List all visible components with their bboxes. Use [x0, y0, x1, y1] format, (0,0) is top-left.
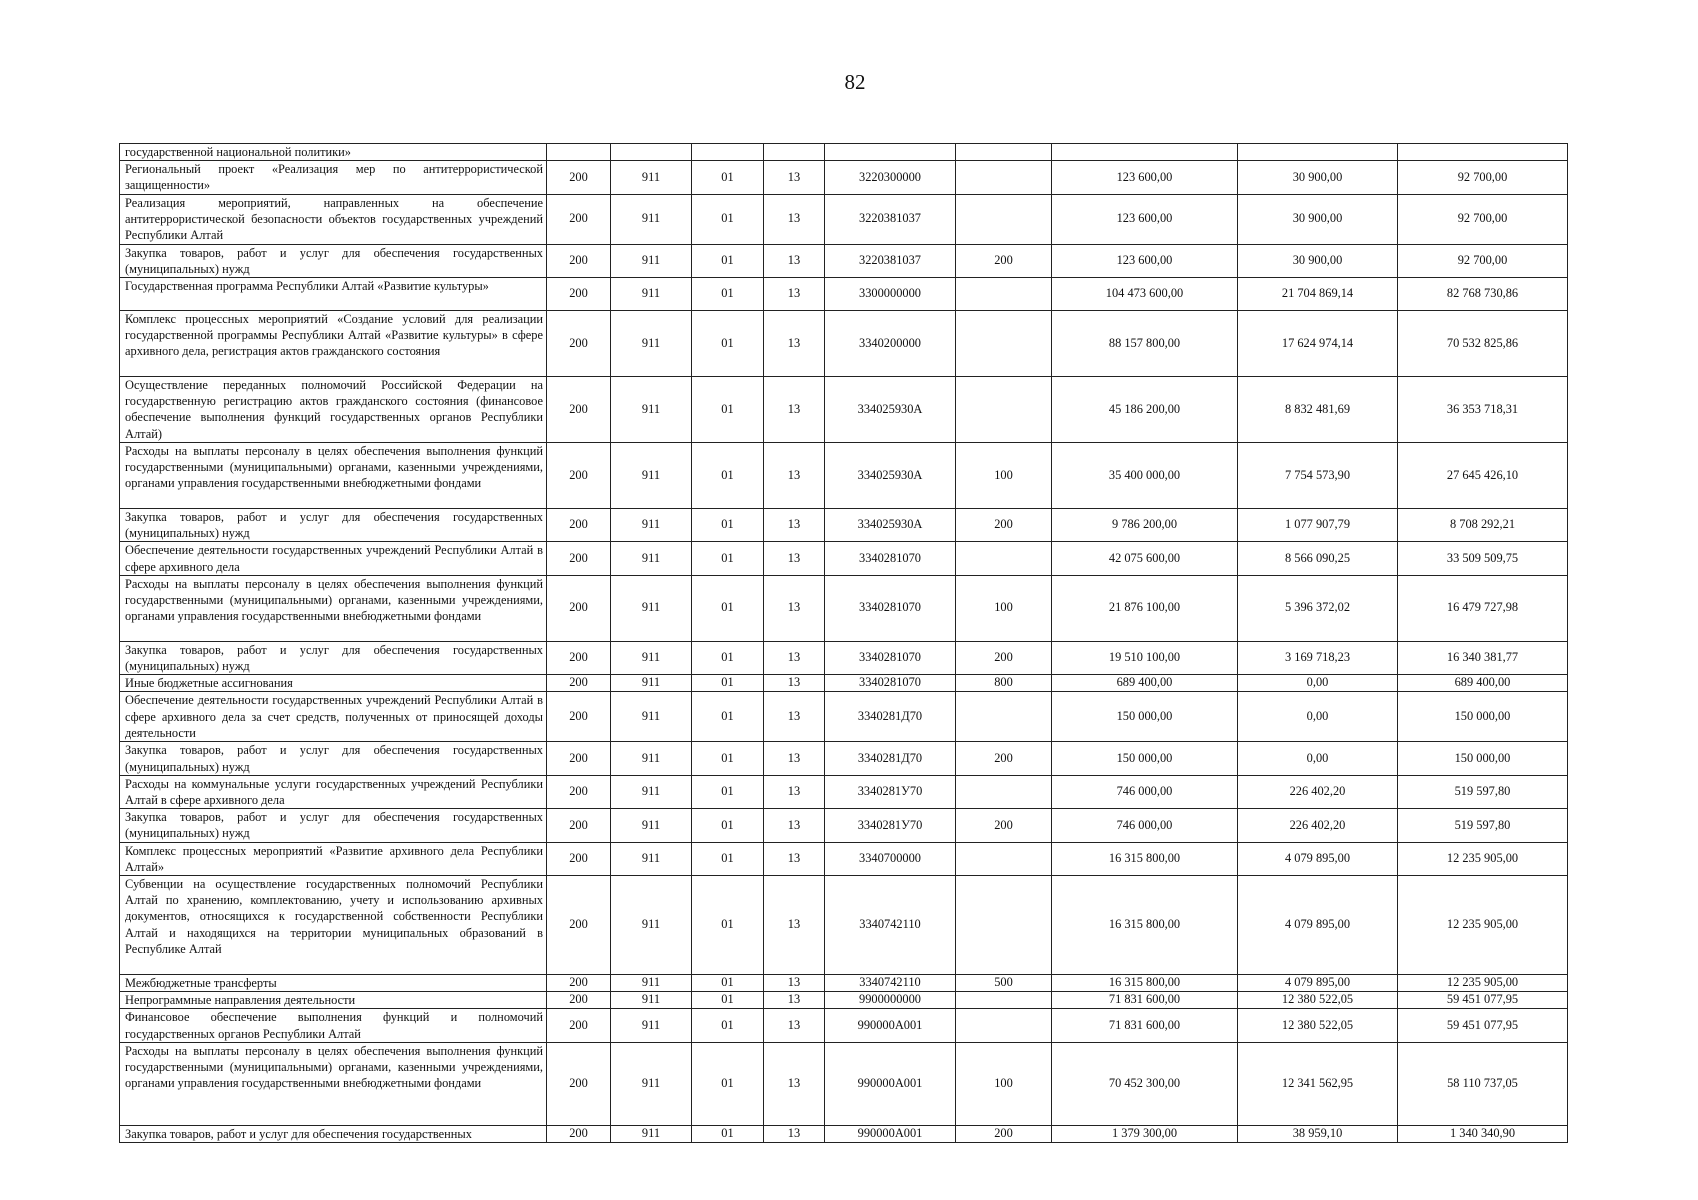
- row-subsection: 13: [764, 542, 825, 575]
- row-value-plan: 35 400 000,00: [1052, 443, 1238, 509]
- row-value-remaining: 1 340 340,90: [1398, 1125, 1568, 1142]
- row-code-2: 911: [611, 509, 692, 542]
- row-section: 01: [692, 278, 764, 311]
- row-name: Осуществление переданных полномочий Российской Федерации на государственную регистрацию актов гражданского состояния (финансовое обеспечение выполнения функций государственных органов Республики Алтай): [120, 377, 547, 443]
- row-expense-type: [956, 876, 1052, 975]
- row-name: Комплекс процессных мероприятий «Развитие архивного дела Республики Алтай»: [120, 842, 547, 875]
- row-section: 01: [692, 1125, 764, 1142]
- table-row: [120, 161, 1568, 194]
- row-code-1: 200: [547, 975, 611, 992]
- row-expense-type: [956, 377, 1052, 443]
- row-section: 01: [692, 692, 764, 742]
- table-row: [120, 194, 1568, 244]
- row-name: Закупка товаров, работ и услуг для обеспечения государственных (муниципальных) нужд: [120, 244, 547, 277]
- row-subsection: 13: [764, 377, 825, 443]
- row-value-plan: 746 000,00: [1052, 809, 1238, 842]
- row-subsection: 13: [764, 278, 825, 311]
- row-code-1: 200: [547, 992, 611, 1009]
- row-value-plan: 9 786 200,00: [1052, 509, 1238, 542]
- row-expense-type: 100: [956, 443, 1052, 509]
- row-value-remaining: 58 110 737,05: [1398, 1042, 1568, 1125]
- row-target-article: 3340742110: [825, 876, 956, 975]
- row-target-article: 3340281070: [825, 675, 956, 692]
- row-value-plan: 71 831 600,00: [1052, 992, 1238, 1009]
- row-code-1: 200: [547, 1042, 611, 1125]
- table-row: [120, 992, 1568, 1009]
- row-code-1: 200: [547, 842, 611, 875]
- row-code-1: 200: [547, 244, 611, 277]
- row-target-article: 3340281070: [825, 542, 956, 575]
- row-name: Региональный проект «Реализация мер по антитеррористической защищенности»: [120, 161, 547, 194]
- table-row: [120, 675, 1568, 692]
- row-expense-type: [956, 692, 1052, 742]
- row-target-article: 990000А001: [825, 1042, 956, 1125]
- row-value-executed: 12 341 562,95: [1238, 1042, 1398, 1125]
- row-code-2: 911: [611, 194, 692, 244]
- row-subsection: 13: [764, 809, 825, 842]
- row-subsection: 13: [764, 244, 825, 277]
- row-code-2: 911: [611, 1125, 692, 1142]
- row-expense-type: 200: [956, 509, 1052, 542]
- row-code-1: 200: [547, 641, 611, 674]
- row-code-2: 911: [611, 775, 692, 808]
- row-value-plan: [1052, 144, 1238, 161]
- row-subsection: 13: [764, 161, 825, 194]
- row-value-remaining: 16 340 381,77: [1398, 641, 1568, 674]
- table-row: [120, 876, 1568, 975]
- row-section: 01: [692, 842, 764, 875]
- row-section: 01: [692, 975, 764, 992]
- row-section: [692, 144, 764, 161]
- row-section: 01: [692, 244, 764, 277]
- row-value-remaining: 59 451 077,95: [1398, 1009, 1568, 1042]
- row-value-remaining: 36 353 718,31: [1398, 377, 1568, 443]
- row-value-plan: 689 400,00: [1052, 675, 1238, 692]
- row-subsection: 13: [764, 675, 825, 692]
- row-value-executed: 0,00: [1238, 692, 1398, 742]
- row-expense-type: 100: [956, 1042, 1052, 1125]
- budget-table: [119, 143, 1568, 1143]
- row-section: 01: [692, 443, 764, 509]
- row-target-article: 3340281070: [825, 641, 956, 674]
- row-subsection: 13: [764, 975, 825, 992]
- row-value-remaining: 519 597,80: [1398, 775, 1568, 808]
- table-row: [120, 377, 1568, 443]
- row-value-plan: 16 315 800,00: [1052, 975, 1238, 992]
- row-code-2: 911: [611, 842, 692, 875]
- table-row: [120, 311, 1568, 377]
- row-subsection: 13: [764, 311, 825, 377]
- row-section: 01: [692, 992, 764, 1009]
- row-value-executed: 4 079 895,00: [1238, 842, 1398, 875]
- row-target-article: 3220381037: [825, 244, 956, 277]
- row-expense-type: 500: [956, 975, 1052, 992]
- row-expense-type: 200: [956, 1125, 1052, 1142]
- row-subsection: 13: [764, 1125, 825, 1142]
- row-section: 01: [692, 161, 764, 194]
- row-target-article: 334025930А: [825, 377, 956, 443]
- row-subsection: 13: [764, 443, 825, 509]
- row-value-executed: 226 402,20: [1238, 775, 1398, 808]
- row-target-article: 3340700000: [825, 842, 956, 875]
- table-row: [120, 1125, 1568, 1142]
- row-value-plan: 1 379 300,00: [1052, 1125, 1238, 1142]
- row-expense-type: [956, 542, 1052, 575]
- row-value-plan: 16 315 800,00: [1052, 842, 1238, 875]
- row-value-remaining: [1398, 144, 1568, 161]
- table-row: [120, 542, 1568, 575]
- row-subsection: 13: [764, 509, 825, 542]
- row-code-2: 911: [611, 742, 692, 775]
- row-name: Закупка товаров, работ и услуг для обеспечения государственных (муниципальных) нужд: [120, 509, 547, 542]
- row-code-1: 200: [547, 575, 611, 641]
- row-target-article: 3340200000: [825, 311, 956, 377]
- row-name: Государственная программа Республики Алтай «Развитие культуры»: [120, 278, 547, 311]
- row-code-1: 200: [547, 278, 611, 311]
- row-value-executed: 17 624 974,14: [1238, 311, 1398, 377]
- row-target-article: 9900000000: [825, 992, 956, 1009]
- table-row: [120, 244, 1568, 277]
- row-name: Расходы на выплаты персоналу в целях обеспечения выполнения функций государственными (муниципальными) органами, казенными учреждениями, органами управления государственными внебюджетными фондами: [120, 1042, 547, 1125]
- row-subsection: 13: [764, 775, 825, 808]
- row-code-2: 911: [611, 675, 692, 692]
- row-value-remaining: 70 532 825,86: [1398, 311, 1568, 377]
- row-target-article: 3300000000: [825, 278, 956, 311]
- row-name: Расходы на выплаты персоналу в целях обеспечения выполнения функций государственными (муниципальными) органами, казенными учреждениями, органами управления государственными внебюджетными фондами: [120, 575, 547, 641]
- row-subsection: 13: [764, 1009, 825, 1042]
- table-row: [120, 575, 1568, 641]
- row-code-2: 911: [611, 809, 692, 842]
- row-name: Расходы на коммунальные услуги государственных учреждений Республики Алтай в сфере архивного дела: [120, 775, 547, 808]
- row-code-2: 911: [611, 244, 692, 277]
- row-name: Реализация мероприятий, направленных на обеспечение антитеррористической безопасности объектов государственных учреждений Республики Алтай: [120, 194, 547, 244]
- table-row: [120, 692, 1568, 742]
- row-value-plan: 21 876 100,00: [1052, 575, 1238, 641]
- row-expense-type: 200: [956, 641, 1052, 674]
- row-value-executed: 38 959,10: [1238, 1125, 1398, 1142]
- row-value-plan: 123 600,00: [1052, 244, 1238, 277]
- row-code-1: 200: [547, 542, 611, 575]
- row-value-remaining: 82 768 730,86: [1398, 278, 1568, 311]
- row-value-remaining: 519 597,80: [1398, 809, 1568, 842]
- row-target-article: 3340281У70: [825, 809, 956, 842]
- row-section: 01: [692, 542, 764, 575]
- row-section: 01: [692, 509, 764, 542]
- row-value-plan: 70 452 300,00: [1052, 1042, 1238, 1125]
- row-name: Иные бюджетные ассигнования: [120, 675, 547, 692]
- row-value-plan: 150 000,00: [1052, 692, 1238, 742]
- page-number: 82: [844, 70, 866, 94]
- row-code-2: 911: [611, 377, 692, 443]
- row-section: 01: [692, 1042, 764, 1125]
- row-code-1: 200: [547, 876, 611, 975]
- row-name: Закупка товаров, работ и услуг для обеспечения государственных (муниципальных) нужд: [120, 641, 547, 674]
- table-row: [120, 278, 1568, 311]
- row-section: 01: [692, 311, 764, 377]
- row-target-article: 990000А001: [825, 1009, 956, 1042]
- row-value-plan: 123 600,00: [1052, 194, 1238, 244]
- row-code-2: 911: [611, 311, 692, 377]
- row-value-remaining: 689 400,00: [1398, 675, 1568, 692]
- row-value-remaining: 150 000,00: [1398, 692, 1568, 742]
- row-code-2: 911: [611, 542, 692, 575]
- row-code-2: 911: [611, 975, 692, 992]
- row-code-1: 200: [547, 692, 611, 742]
- row-code-2: 911: [611, 692, 692, 742]
- row-name: Закупка товаров, работ и услуг для обеспечения государственных (муниципальных) нужд: [120, 809, 547, 842]
- row-value-executed: 30 900,00: [1238, 194, 1398, 244]
- table-row: [120, 144, 1568, 161]
- row-value-remaining: 8 708 292,21: [1398, 509, 1568, 542]
- row-expense-type: [956, 775, 1052, 808]
- row-target-article: 3220381037: [825, 194, 956, 244]
- row-value-remaining: 92 700,00: [1398, 194, 1568, 244]
- row-value-executed: 4 079 895,00: [1238, 975, 1398, 992]
- row-name: Непрограммные направления деятельности: [120, 992, 547, 1009]
- row-code-1: 200: [547, 775, 611, 808]
- row-code-1: 200: [547, 377, 611, 443]
- table-row: [120, 975, 1568, 992]
- row-value-remaining: 92 700,00: [1398, 161, 1568, 194]
- row-expense-type: [956, 311, 1052, 377]
- table-row: [120, 509, 1568, 542]
- row-name: Субвенции на осуществление государственных полномочий Республики Алтай по хранению, комплектованию, учету и использованию архивных документов, относящихся к государственной собственности Республики Алтай и находящихся на территории муниципальных образований в Республике Алтай: [120, 876, 547, 975]
- row-expense-type: [956, 144, 1052, 161]
- row-value-executed: 30 900,00: [1238, 161, 1398, 194]
- row-value-executed: 226 402,20: [1238, 809, 1398, 842]
- row-code-1: 200: [547, 1125, 611, 1142]
- row-expense-type: [956, 992, 1052, 1009]
- row-section: 01: [692, 641, 764, 674]
- row-subsection: 13: [764, 641, 825, 674]
- row-code-2: 911: [611, 992, 692, 1009]
- row-value-executed: 12 380 522,05: [1238, 1009, 1398, 1042]
- row-name: Обеспечение деятельности государственных учреждений Республики Алтай в сфере архивного дела за счет средств, полученных от приносящей доходы деятельности: [120, 692, 547, 742]
- row-section: 01: [692, 775, 764, 808]
- row-target-article: 3340281Д70: [825, 742, 956, 775]
- row-value-plan: 45 186 200,00: [1052, 377, 1238, 443]
- row-code-1: 200: [547, 311, 611, 377]
- row-expense-type: 200: [956, 742, 1052, 775]
- row-subsection: 13: [764, 1042, 825, 1125]
- row-code-1: 200: [547, 194, 611, 244]
- row-subsection: [764, 144, 825, 161]
- row-code-2: 911: [611, 278, 692, 311]
- row-code-2: 911: [611, 575, 692, 641]
- row-value-remaining: 59 451 077,95: [1398, 992, 1568, 1009]
- row-code-1: 200: [547, 809, 611, 842]
- row-code-1: 200: [547, 443, 611, 509]
- row-value-plan: 123 600,00: [1052, 161, 1238, 194]
- row-value-plan: 71 831 600,00: [1052, 1009, 1238, 1042]
- row-target-article: 3340281070: [825, 575, 956, 641]
- table-row: [120, 742, 1568, 775]
- row-value-remaining: 33 509 509,75: [1398, 542, 1568, 575]
- row-value-plan: 104 473 600,00: [1052, 278, 1238, 311]
- row-expense-type: 200: [956, 809, 1052, 842]
- row-name: государственной национальной политики»: [120, 144, 547, 161]
- row-target-article: [825, 144, 956, 161]
- row-subsection: 13: [764, 842, 825, 875]
- row-value-remaining: 27 645 426,10: [1398, 443, 1568, 509]
- table-row: [120, 1042, 1568, 1125]
- row-section: 01: [692, 377, 764, 443]
- row-name: Закупка товаров, работ и услуг для обеспечения государственных (муниципальных) нужд: [120, 742, 547, 775]
- row-name: Межбюджетные трансферты: [120, 975, 547, 992]
- table-row: [120, 641, 1568, 674]
- row-target-article: 3340281Д70: [825, 692, 956, 742]
- row-code-2: 911: [611, 876, 692, 975]
- row-section: 01: [692, 575, 764, 641]
- row-section: 01: [692, 194, 764, 244]
- row-value-executed: [1238, 144, 1398, 161]
- row-target-article: 3340742110: [825, 975, 956, 992]
- row-code-2: 911: [611, 1042, 692, 1125]
- row-code-2: 911: [611, 1009, 692, 1042]
- row-value-plan: 746 000,00: [1052, 775, 1238, 808]
- row-target-article: 3220300000: [825, 161, 956, 194]
- row-value-plan: 88 157 800,00: [1052, 311, 1238, 377]
- row-subsection: 13: [764, 692, 825, 742]
- row-section: 01: [692, 809, 764, 842]
- row-value-executed: 0,00: [1238, 742, 1398, 775]
- row-code-1: 200: [547, 742, 611, 775]
- row-value-plan: 42 075 600,00: [1052, 542, 1238, 575]
- table-row: [120, 842, 1568, 875]
- table-row: [120, 443, 1568, 509]
- row-expense-type: [956, 842, 1052, 875]
- row-code-2: 911: [611, 161, 692, 194]
- row-value-remaining: 92 700,00: [1398, 244, 1568, 277]
- row-code-1: 200: [547, 161, 611, 194]
- row-section: 01: [692, 1009, 764, 1042]
- row-code-2: 911: [611, 641, 692, 674]
- row-subsection: 13: [764, 876, 825, 975]
- row-section: 01: [692, 675, 764, 692]
- row-value-executed: 30 900,00: [1238, 244, 1398, 277]
- table-row: [120, 809, 1568, 842]
- row-name: Расходы на выплаты персоналу в целях обеспечения выполнения функций государственными (муниципальными) органами, казенными учреждениями, органами управления государственными внебюджетными фондами: [120, 443, 547, 509]
- row-expense-type: [956, 1009, 1052, 1042]
- row-target-article: 334025930А: [825, 509, 956, 542]
- row-expense-type: 800: [956, 675, 1052, 692]
- row-code-2: [611, 144, 692, 161]
- table-row: [120, 775, 1568, 808]
- row-name: Финансовое обеспечение выполнения функций и полномочий государственных органов Республики Алтай: [120, 1009, 547, 1042]
- row-value-executed: 4 079 895,00: [1238, 876, 1398, 975]
- row-section: 01: [692, 742, 764, 775]
- row-section: 01: [692, 876, 764, 975]
- row-expense-type: 200: [956, 244, 1052, 277]
- row-code-2: 911: [611, 443, 692, 509]
- row-subsection: 13: [764, 742, 825, 775]
- row-subsection: 13: [764, 575, 825, 641]
- row-target-article: 334025930А: [825, 443, 956, 509]
- row-subsection: 13: [764, 194, 825, 244]
- row-value-executed: 8 832 481,69: [1238, 377, 1398, 443]
- row-value-remaining: 12 235 905,00: [1398, 842, 1568, 875]
- row-value-plan: 150 000,00: [1052, 742, 1238, 775]
- row-value-remaining: 16 479 727,98: [1398, 575, 1568, 641]
- row-target-article: 3340281У70: [825, 775, 956, 808]
- row-name: Обеспечение деятельности государственных учреждений Республики Алтай в сфере архивного дела: [120, 542, 547, 575]
- row-value-plan: 16 315 800,00: [1052, 876, 1238, 975]
- row-value-executed: 8 566 090,25: [1238, 542, 1398, 575]
- row-value-remaining: 12 235 905,00: [1398, 975, 1568, 992]
- row-value-executed: 7 754 573,90: [1238, 443, 1398, 509]
- row-expense-type: [956, 161, 1052, 194]
- row-value-remaining: 150 000,00: [1398, 742, 1568, 775]
- table-row: [120, 1009, 1568, 1042]
- row-value-plan: 19 510 100,00: [1052, 641, 1238, 674]
- row-expense-type: 100: [956, 575, 1052, 641]
- row-value-executed: 12 380 522,05: [1238, 992, 1398, 1009]
- row-value-executed: 1 077 907,79: [1238, 509, 1398, 542]
- row-code-1: [547, 144, 611, 161]
- row-code-1: 200: [547, 675, 611, 692]
- row-subsection: 13: [764, 992, 825, 1009]
- row-code-1: 200: [547, 1009, 611, 1042]
- row-name: Комплекс процессных мероприятий «Создание условий для реализации государственной программы Республики Алтай «Развитие культуры» в сфере архивного дела, регистрация актов гражданского состояния: [120, 311, 547, 377]
- row-value-executed: 21 704 869,14: [1238, 278, 1398, 311]
- row-expense-type: [956, 194, 1052, 244]
- row-value-remaining: 12 235 905,00: [1398, 876, 1568, 975]
- row-value-executed: 3 169 718,23: [1238, 641, 1398, 674]
- row-value-executed: 5 396 372,02: [1238, 575, 1398, 641]
- row-expense-type: [956, 278, 1052, 311]
- row-code-1: 200: [547, 509, 611, 542]
- row-target-article: 990000А001: [825, 1125, 956, 1142]
- row-value-executed: 0,00: [1238, 675, 1398, 692]
- row-name: Закупка товаров, работ и услуг для обеспечения государственных: [120, 1125, 547, 1142]
